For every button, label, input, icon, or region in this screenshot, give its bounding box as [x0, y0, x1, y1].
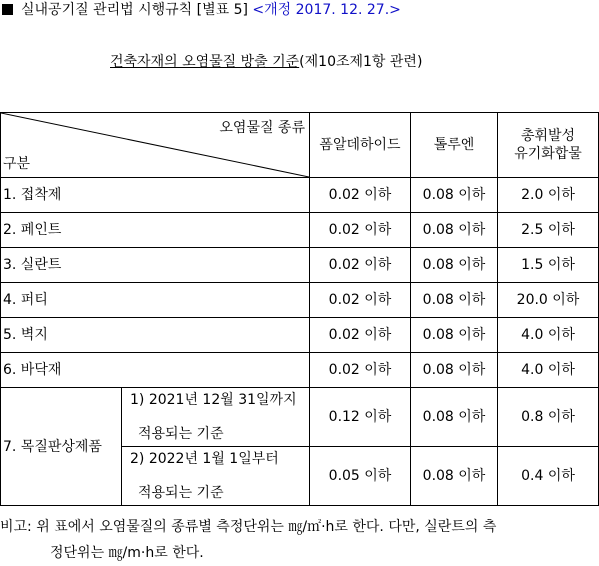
footnote — [0, 514, 599, 566]
table-subtitle — [110, 52, 422, 72]
sub-criterion-from-2022 — [122, 447, 310, 506]
row-label: 4. 퍼티 — [1, 283, 310, 318]
header-toluene: 톨루엔 — [411, 113, 498, 178]
formaldehyde-value: 0.05 이하 — [310, 447, 411, 506]
amendment-date: <개정 2017. 12. 27.> — [252, 2, 401, 18]
subtitle-ref: (제10조제1항 관련) — [299, 54, 423, 70]
toluene-value: 0.08 이하 — [411, 447, 498, 506]
square-bullet-icon — [2, 4, 13, 15]
sub-criterion-until-2021 — [122, 388, 310, 447]
table-row — [1, 318, 599, 353]
table-row — [1, 248, 599, 283]
row-label: 5. 벽지 — [1, 318, 310, 353]
row-label: 1. 접착제 — [1, 178, 310, 213]
table-row — [1, 388, 599, 447]
toluene-value: 0.08 이하 — [411, 178, 498, 213]
sub-criterion-line1: 2) 2022년 1월 1일부터 — [130, 450, 279, 467]
tvoc-value: 0.4 이하 — [498, 447, 599, 506]
tvoc-value: 4.0 이하 — [498, 318, 599, 353]
footnote-line1: 비고: 위 표에서 오염물질의 종류별 측정단위는 ㎎/㎡·h로 한다. 다만, 실란트의 측 — [0, 519, 497, 535]
formaldehyde-value: 0.02 이하 — [310, 178, 411, 213]
table-header-row — [1, 113, 599, 178]
tvoc-value: 0.8 이하 — [498, 388, 599, 447]
formaldehyde-value: 0.02 이하 — [310, 213, 411, 248]
toluene-value: 0.08 이하 — [411, 283, 498, 318]
formaldehyde-value: 0.02 이하 — [310, 283, 411, 318]
toluene-value: 0.08 이하 — [411, 388, 498, 447]
tvoc-value: 2.0 이하 — [498, 178, 599, 213]
sub-criterion-line2: 적용되는 기준 — [138, 484, 224, 501]
row-label-wood-panel: 7. 목질판상제품 — [1, 388, 122, 506]
sub-criterion-line1: 1) 2021년 12월 31일까지 — [130, 391, 297, 408]
row-label: 3. 실란트 — [1, 248, 310, 283]
toluene-value: 0.08 이하 — [411, 213, 498, 248]
formaldehyde-value: 0.02 이하 — [310, 248, 411, 283]
emission-standards-table — [0, 112, 599, 506]
table-row — [1, 178, 599, 213]
diagonal-header-cell — [1, 113, 310, 178]
header-tvoc-line1: 총휘발성 — [520, 128, 576, 144]
formaldehyde-value: 0.02 이하 — [310, 353, 411, 388]
subtitle-main: 건축자재의 오염물질 방출 기준 — [110, 54, 300, 70]
tvoc-value: 20.0 이하 — [498, 283, 599, 318]
table-row — [1, 353, 599, 388]
tvoc-value: 4.0 이하 — [498, 353, 599, 388]
category-label: 구분 — [3, 156, 31, 172]
tvoc-value: 1.5 이하 — [498, 248, 599, 283]
row-label: 6. 바닥재 — [1, 353, 310, 388]
pollutant-type-label: 오염물질 종류 — [219, 120, 305, 136]
document-header — [2, 0, 401, 22]
row-label: 2. 페인트 — [1, 213, 310, 248]
sub-criterion-line2: 적용되는 기준 — [138, 425, 224, 442]
header-formaldehyde: 폼알데하이드 — [310, 113, 411, 178]
tvoc-value: 2.5 이하 — [498, 213, 599, 248]
header-tvoc-line2: 유기화합물 — [514, 146, 582, 162]
formaldehyde-value: 0.12 이하 — [310, 388, 411, 447]
toluene-value: 0.08 이하 — [411, 353, 498, 388]
toluene-value: 0.08 이하 — [411, 318, 498, 353]
formaldehyde-value: 0.02 이하 — [310, 318, 411, 353]
footnote-line2: 정단위는 ㎎/m·h로 한다. — [50, 545, 204, 561]
table-row — [1, 213, 599, 248]
table-row — [1, 283, 599, 318]
header-tvoc — [498, 113, 599, 178]
header-title: 실내공기질 관리법 시행규칙 [별표 5] — [21, 2, 248, 18]
toluene-value: 0.08 이하 — [411, 248, 498, 283]
